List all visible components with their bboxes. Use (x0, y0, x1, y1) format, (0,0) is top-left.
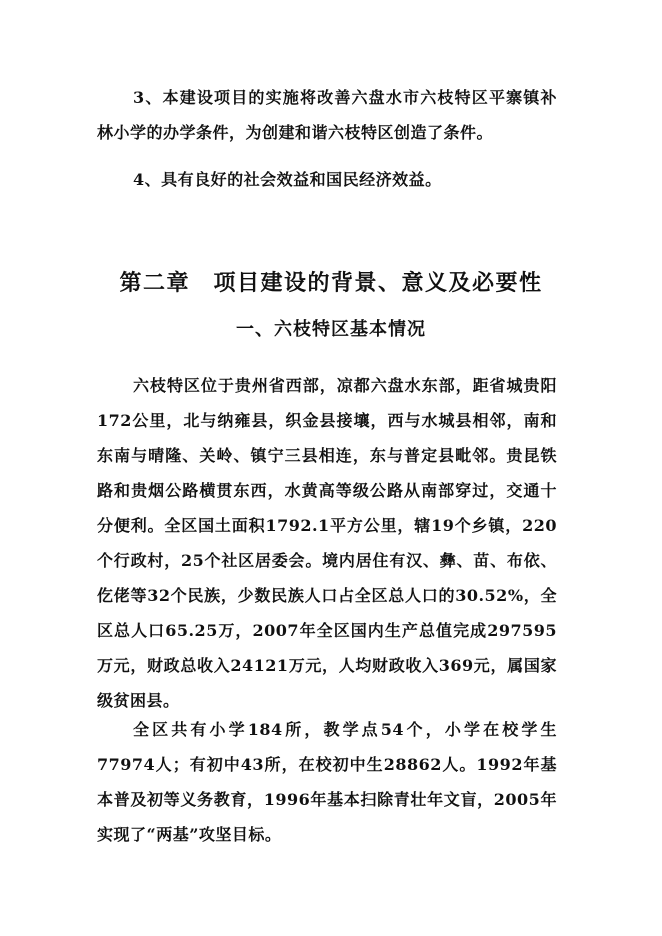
paragraph-education-overview: 全区共有小学184所，教学点54个，小学在校学生77974人；有初中43所，在校初中生28862人。1992年基本普及初等义务教育，1996年基本扫除青壮年文盲，2005年实现了“两基”攻坚目标。 (97, 720, 557, 844)
paragraph-region-overview: 六枝特区位于贵州省西部，凉都六盘水东部，距省城贵阳172公里，北与纳雍县，织金县接壤，西与水城县相邻，南和东南与晴隆、关岭、镇宁三县相连，东与普定县毗邻。贵昆铁路和贵烟公路横贯东西，水黄高等级公路从南部穿过，交通十分便利。全区国土面积1792.1平方公里，辖19个乡镇，220个行政村，25个社区居委会。境内居住有汉、彝、苗、布依、仡佬等32个民族，少数民族人口占全区总人口的30.52%，全区总人口65.25万，2007年全区国内生产总值完成297595万元，财政总收入24121万元，人均财政收入369元，属国家级贫困县。 (97, 376, 557, 710)
section-title: 一、六枝特区基本情况 (236, 319, 426, 340)
chapter-title: 第二章 项目建设的背景、意义及必要性 (119, 270, 543, 296)
paragraph-item-3: 3、本建设项目的实施将改善六盘水市六枝特区平寨镇补林小学的办学条件，为创建和谐六枝特区创造了条件。 (97, 88, 557, 142)
paragraph-item-4: 4、具有良好的社会效益和国民经济效益。 (133, 170, 442, 189)
